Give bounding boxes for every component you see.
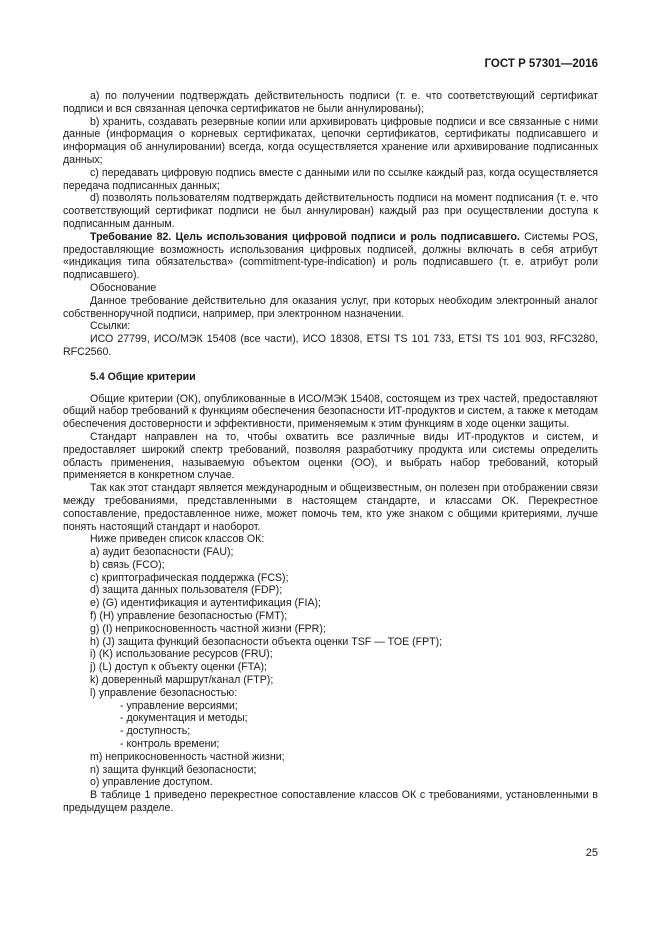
class-item: l) управление безопасностью: [90,686,238,699]
class-item: e) (G) идентификация и аутентификация (FIA); [90,597,321,610]
references-label: Ссылки: [90,320,131,333]
class-item: d) защита данных пользователя (FDP); [90,584,283,597]
class-item: b) связь (FCO); [90,558,165,571]
class-item: h) (J) защита функций безопасности объекта оценки TSF — TOE (FPT); [90,635,443,648]
class-item: m) неприкосновенность частной жизни; [90,750,285,763]
rationale-label: Обоснование [90,281,157,294]
list-item-b: b) хранить, создавать резервные копии или архивировать цифровые подписи и все связанные с ними данные (информация о корневых сертификатах, цепочки сертификатов, сертификаты подписавшего и информация об аннулировании) всегда, когда осуществляется хранение или архивирование подписанных данных; [63,115,598,166]
class-item: k) доверенный маршрут/канал (FTP); [90,674,274,687]
section-heading: 5.4 Общие критерии [90,370,196,383]
closing-paragraph: В таблице 1 приведено перекрестное сопоставление классов ОК с требованиями, установленными в предыдущем разделе. [63,789,598,815]
sub-item: - документация и методы; [120,712,248,725]
sub-item: - управление версиями; [120,699,238,712]
list-item-a: a) по получении подтверждать действительность подписи (т. е. что соответствующий сертификат подписи и вся связанная цепочка сертификатов не были аннулированы); [63,90,598,115]
rationale-text: Данное требование действительно для оказания услуг, при которых необходим электронный аналог собственноручной подписи, например, при электронном назначении. [63,294,598,320]
class-item: g) (I) неприкосновенность частной жизни (FPR); [90,622,326,635]
class-item: o) управление доступом. [90,776,213,789]
list-item-d: d) позволять пользователям подтверждать действительность подписи на момент подписания (т. е. что соответствующий сертификат подписи не был аннулирован) каждый раз при осуществлении доступа к подписанным данным. [63,192,598,230]
page-body [63,90,598,815]
class-item: a) аудит безопасности (FAU); [90,546,234,559]
section-paragraph: Так как этот стандарт является международным и общеизвестным, он полезен при отображении связи между требованиями, представленными в настоящем стандарте, и классами ОК. Перекрестное сопоставление, предоставленное ниже, может помочь тем, кто уже знаком с общими критериями, лучше понять настоящий стандарт и наоборот. [63,482,598,533]
requirement-82 [63,231,598,282]
requirement-title: Требование 82. Цель использования цифровой подписи и роль подписавшего. [90,230,520,243]
class-item: j) (L) доступ к объекту оценки (FTA); [90,661,267,674]
section-paragraph: Стандарт направлен на то, чтобы охватить все различные виды ИТ-продуктов и систем, и предоставляет широкий спектр требований, позволяя разработчику продукта или системы определить область применения, называемую объектом оценки (ОО), и выбрать набор требований, который применяется в конкретном случае. [63,430,598,482]
section-paragraph: Ниже приведен список классов ОК: [90,533,265,546]
section-paragraph: Общие критерии (ОК), опубликованные в ИСО/МЭК 15408, состоящем из трех частей, предоставляют общий набор требований к функциям обеспечения безопасности ИТ-продуктов и систем, а также к методам обеспечения достоверности и эффективности, применяемым к этим функциям в ходе оценки защиты. [63,392,598,431]
class-item: c) криптографическая поддержка (FCS); [90,571,289,584]
class-item: f) (H) управление безопасностью (FMT); [90,610,288,623]
sub-item: - доступность; [120,725,191,738]
list-item-c: c) передавать цифровую подпись вместе с данными или по ссылке каждый раз, когда осуществляется передача подписанных данных; [63,166,598,192]
class-item: n) защита функций безопасности; [90,763,257,776]
page-number: 25 [585,847,598,859]
document-id: ГОСТ Р 57301—2016 [484,58,598,70]
references-text: ИСО 27799, ИСО/МЭК 15408 (все части), ИСО 18308, ETSI TS 101 733, ETSI TS 101 903, RFC3280, RFC2560. [63,333,598,358]
class-item: i) (K) использование ресурсов (FRU); [90,648,273,661]
requirement-text: Системы POS, предоставляющие возможность использования цифровых подписей, должны включать в себя атрибут «индикация типа обязательства» (commitment-type-indication) и роль подписавшего (т. е. атрибут роли подписавшего). [63,230,598,282]
sub-item: - контроль времени; [120,738,220,751]
